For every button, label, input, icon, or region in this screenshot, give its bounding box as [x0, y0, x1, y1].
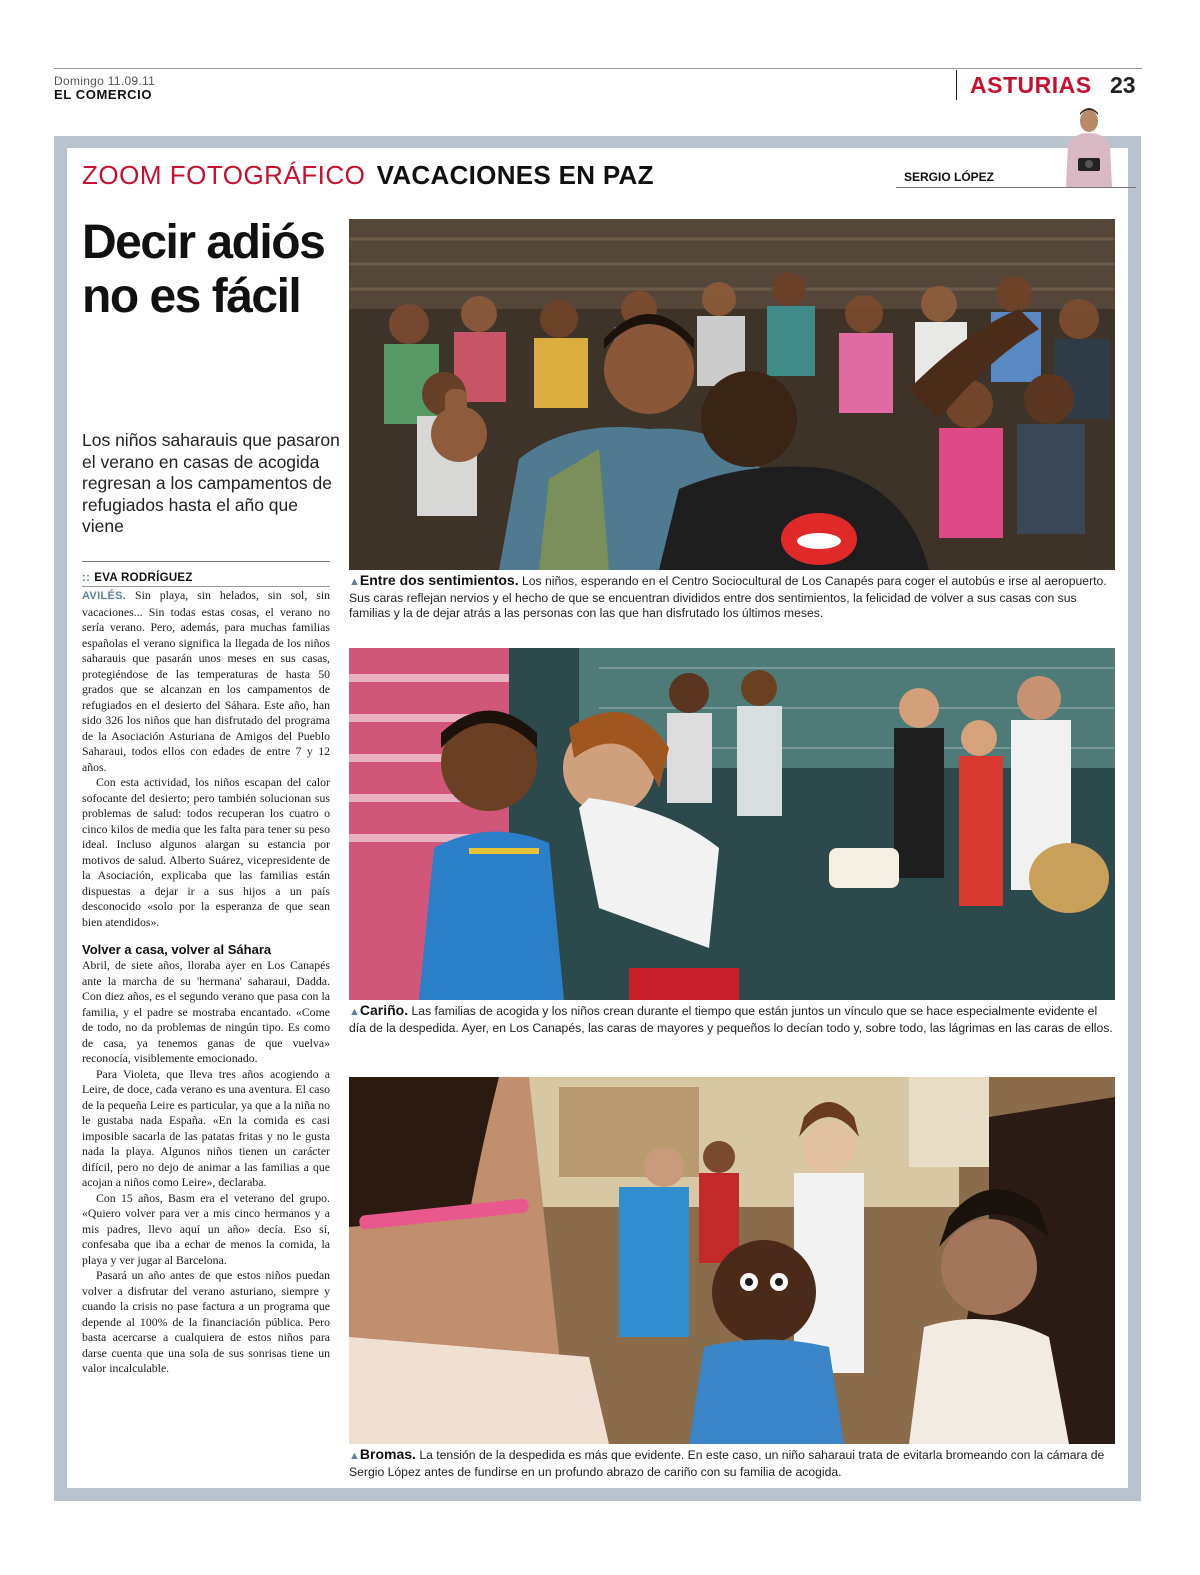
photographer-rule [896, 187, 1136, 188]
byline-rule [82, 586, 330, 587]
subheadline: Los niños saharauis que pasaron el verano en casas de acogida regresan a los campamentos de refugiados hasta el año que viene [82, 430, 340, 536]
paragraph: Abril, de siete años, lloraba ayer en Los Canapés ante la marcha de su 'hermana' saharaui, Dadda. Con diez años, es el segundo verano que pasa con la familia, y el padre se mostraba encantado. «Come de todo, no da problemas de ningún tipo. Es como de casa, ya tenemos ganas de que vuelva» reconocía, visiblemente emocionado. [82, 958, 330, 1065]
caption-text: Los niños, esperando en el Centro Sociocultural de Los Canapés para coger el autobús e irse al aeropuerto. Sus caras reflejan nervios y el hecho de que se encuentran divididos entre dos sentimientos, la felicidad de volver a sus casas con sus familias y la de dejar atrás a las personas con las que han disfrutado los últimos meses. [349, 574, 1107, 620]
caption-text: La tensión de la despedida es más que evidente. En este caso, un niño saharaui trata de evitarla bromeando con la cámara de Sergio López antes de fundirse en un profundo abrazo de cariño con su familia de acogida. [349, 1448, 1105, 1479]
caption-lead: Entre dos sentimientos. [359, 572, 519, 588]
photo-boy-joking [349, 1077, 1115, 1444]
photo-caption [349, 1447, 1115, 1480]
photo-caption [349, 1003, 1115, 1036]
section-divider [956, 70, 957, 100]
feature-label: ZOOM FOTOGRÁFICO [82, 160, 366, 190]
byline-author: EVA RODRÍGUEZ [94, 572, 193, 584]
triangle-up-icon: ▲ [349, 576, 360, 588]
section-subtitle: Volver a casa, volver al Sáhara [82, 942, 272, 957]
paragraph: AVILÉS. Sin playa, sin helados, sin sol, sin vacaciones... Sin todas estas cosas, el verano no sería verano. Pero, además, para muchas familias españolas el verano significa la llegada de los niños saharauis que pasarán unos meses en sus casas, protegiéndose de las temperaturas de hasta 50 grados que se alcanzan en los campamentos de refugiados en el desierto del Sáhara. Este año, han sido 326 los niños que han disfrutado del programa de la Asociación Asturiana de Amigos del Pueblo Saharaui, todos ellos con edades de entre 7 y 12 años. [82, 588, 330, 774]
paragraph: Con 15 años, Basm era el veterano del grupo. «Quiero volver para ver a mis cinco hermanos y a mis padres, llevo aquí un año» decía. Eso sí, confesaba que iba a echar de menos la comida, la playa y ver jugar al Barcelona. [82, 1190, 330, 1267]
caption-lead: Bromas. [359, 1446, 416, 1462]
photo-caption [349, 573, 1115, 622]
subhead-rule [82, 561, 330, 562]
masthead [54, 74, 155, 102]
caption-text: Las familias de acogida y los niños crean durante el tiempo que están juntos un vínculo que se hace especialmente evidente el día de la despedida. Ayer, en Los Canapés, las caras de mayores y pequeños lo decían todo y, sobre todo, las lágrimas en las caras de ellos. [349, 1004, 1113, 1035]
paragraph: Pasará un año antes de que estos niños puedan volver a disfrutar del verano asturiano, siempre y cuando la crisis no pase factura a un programa que depende al 100% de la financiación pública. Pero basta acercarse a cualquiera de estos niños para darse cuenta que una sola de sus sonrisas tiene un valor incalculable. [82, 1268, 330, 1375]
feature-title: VACACIONES EN PAZ [376, 160, 654, 190]
byline-mark: :: [82, 572, 91, 584]
photo-children-crowd [349, 219, 1115, 570]
dateline-place: AVILÉS. [82, 590, 127, 602]
issue-date: Domingo 11.09.11 [54, 74, 156, 88]
feature-header [82, 160, 654, 191]
page-number: 23 [1110, 72, 1136, 98]
headline: Decir adiós no es fácil [82, 216, 325, 323]
paragraph: Para Violeta, que lleva tres años acogiendo a Leire, de doce, cada verano es una aventura. El caso de la pequeña Leire es particular, ya que a la niña no le gustaba nada España. «En la comida es casi imposible sacarla de las patatas fritas y no le gusta nada la playa. Algunos niños tienen un carácter difícil, pero no dejo de animar a las familias a que acojan a niños como Leire», declaraba. [82, 1066, 330, 1189]
photographer-credit: SERGIO LÓPEZ [904, 170, 995, 184]
section-name: ASTURIAS [970, 72, 1092, 98]
top-rule [54, 68, 1142, 69]
triangle-up-icon: ▲ [349, 1006, 360, 1018]
caption-lead: Cariño. [359, 1002, 409, 1018]
paragraph: Con esta actividad, los niños escapan del calor sofocante del desierto; pero también solucionan sus problemas de salud: todos recuperan los cuatro o cinco kilos de media que les falta para tener su peso ideal. Incluso algunos alargan su estancia por motivos de salud. Alberto Suárez, vicepresidente de la Asociación, explicaba que las familias están dispuestas a dejar ir a sus hijos a un país desconocido «solo por la esperanza de que sean bien atendidos». [82, 775, 330, 929]
triangle-up-icon: ▲ [349, 1450, 360, 1462]
newspaper-name: EL COMERCIO [54, 87, 153, 102]
photo-goodbye-kiss [349, 648, 1115, 1000]
photographer-avatar [1060, 103, 1118, 187]
byline [82, 572, 193, 584]
article-body [82, 588, 330, 1483]
